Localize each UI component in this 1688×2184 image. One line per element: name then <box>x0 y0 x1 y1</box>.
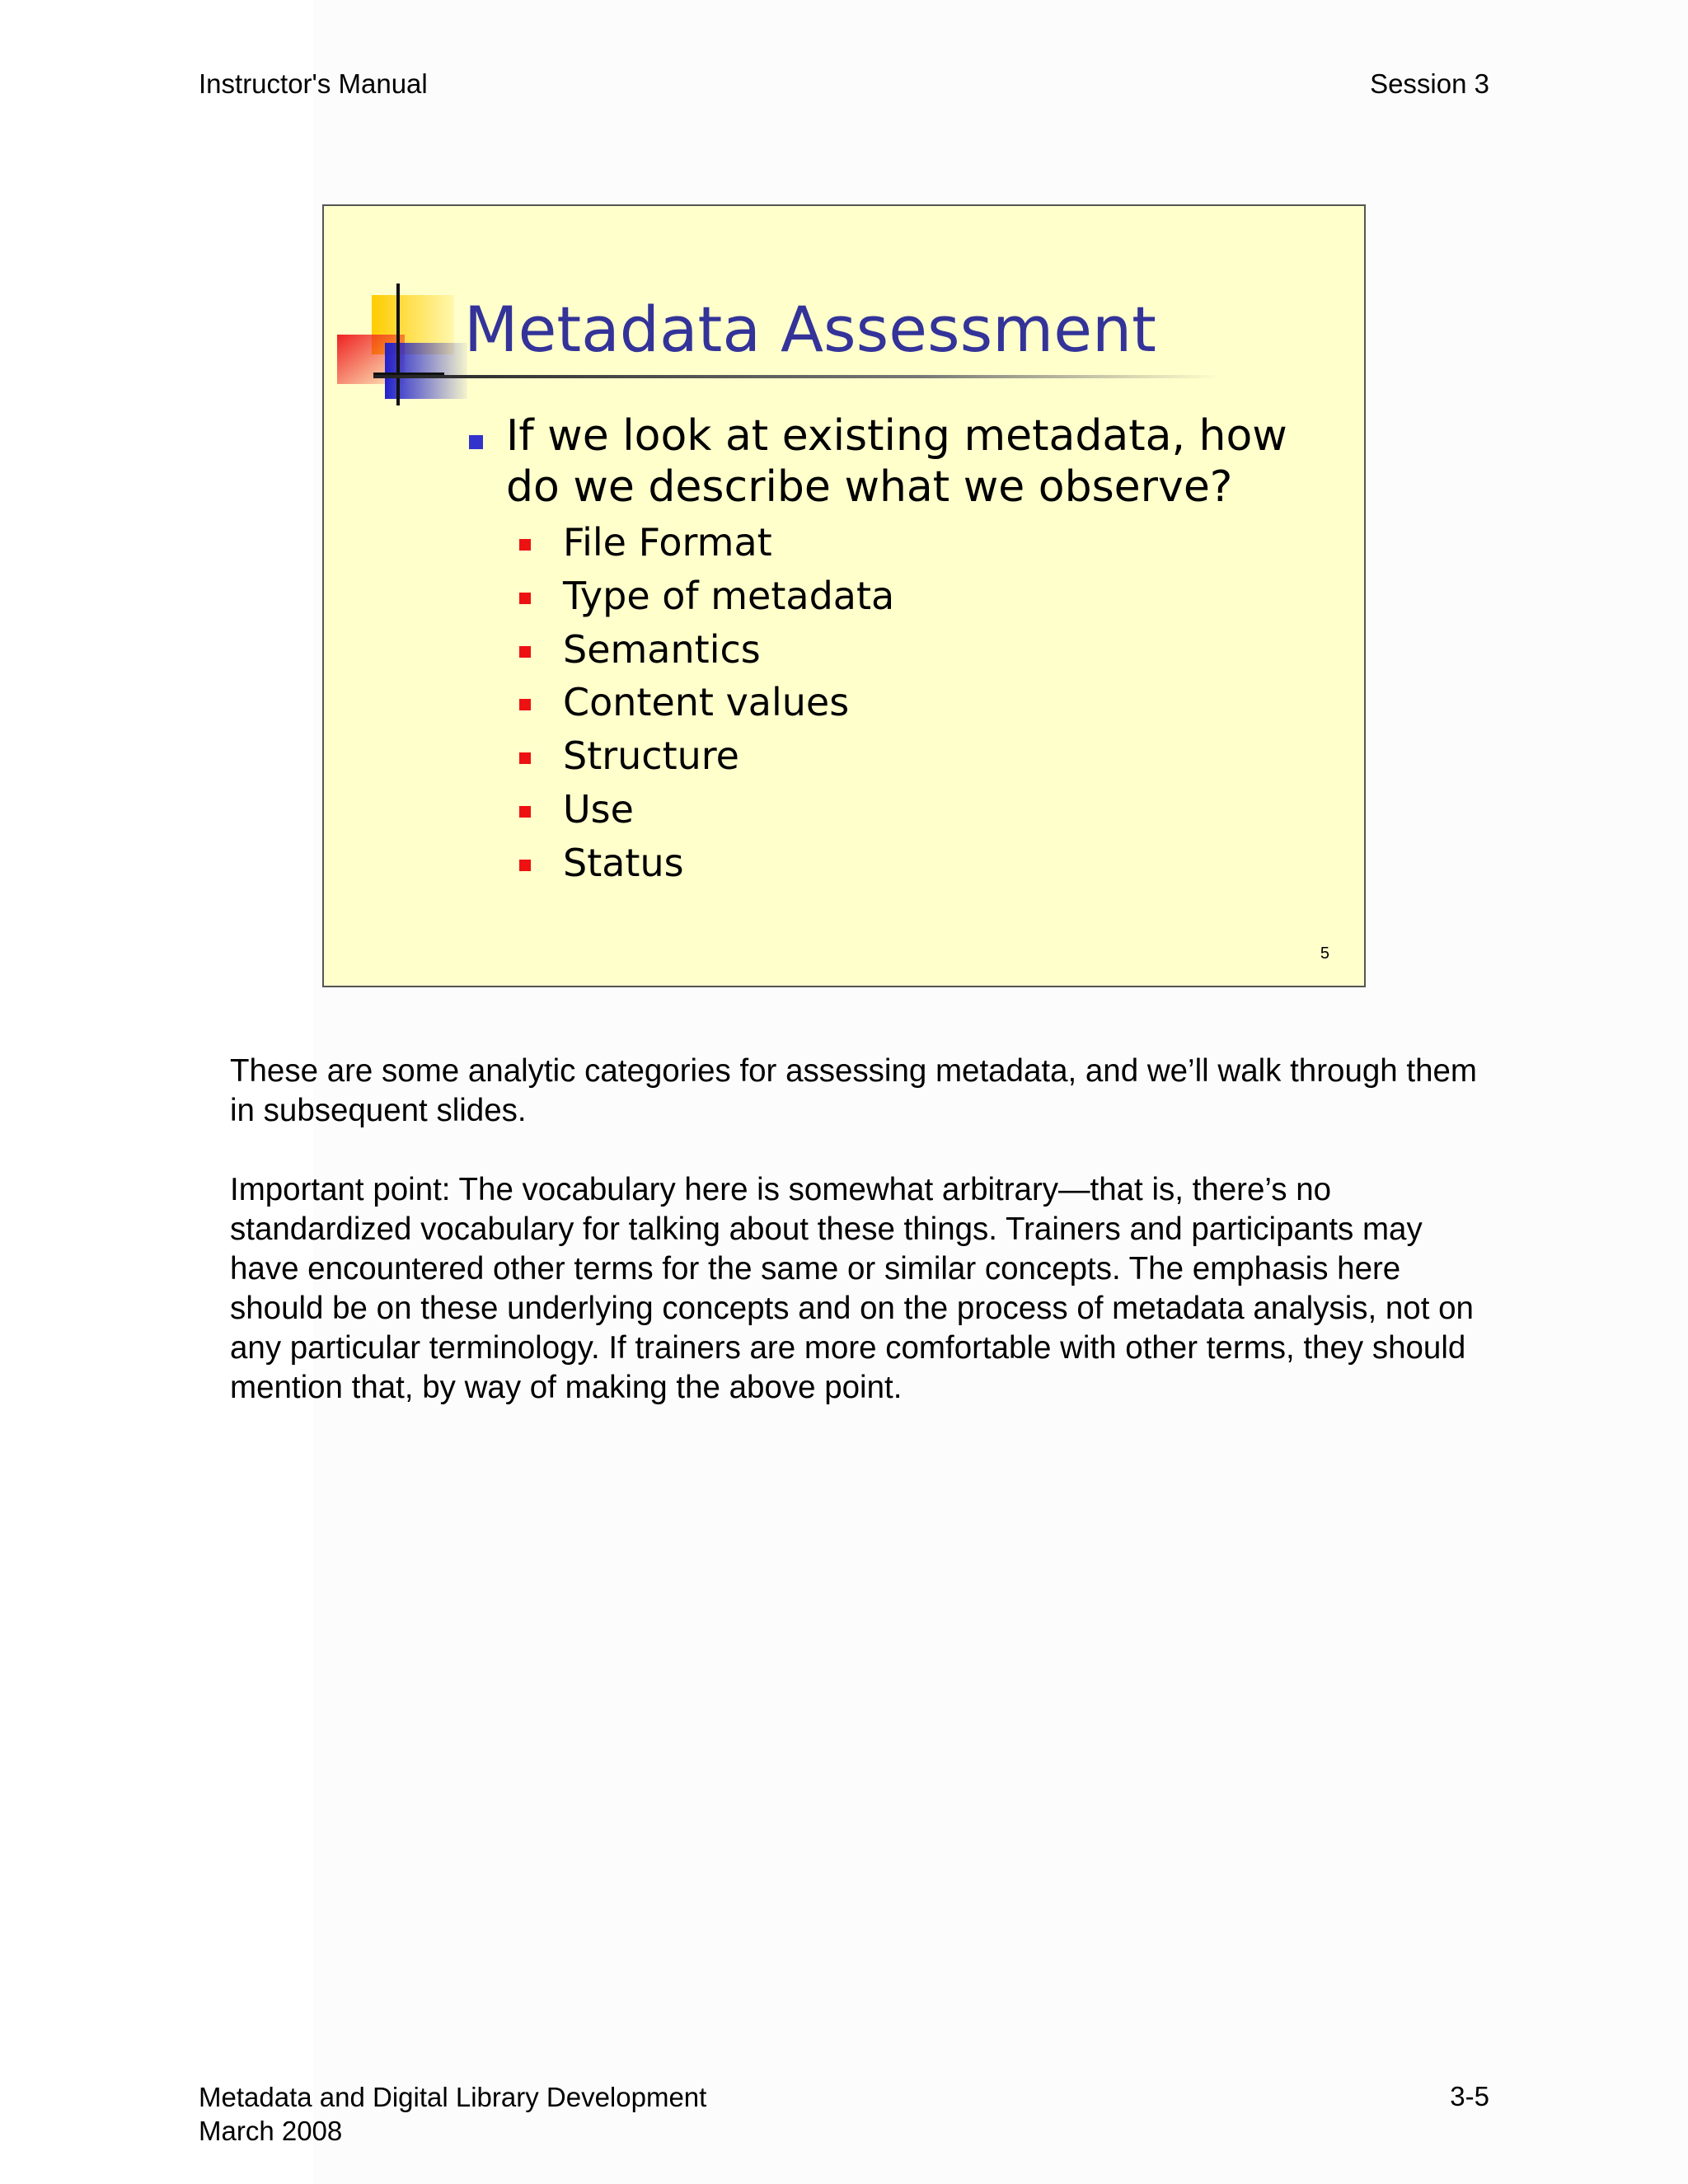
sub-bullet-label: Semantics <box>563 626 761 672</box>
sub-bullet-item <box>519 623 894 677</box>
slide-main-bullet <box>469 410 1334 513</box>
bullet-square-icon <box>519 539 531 551</box>
slide-thumbnail <box>322 204 1366 987</box>
instructor-notes <box>230 1052 1483 1447</box>
sub-bullet-item <box>519 783 894 837</box>
slide-number: 5 <box>1320 944 1329 963</box>
notes-paragraph: These are some analytic categories for assessing metadata, and we’ll walk through them in subsequent slides. <box>230 1053 1477 1128</box>
sub-bullet-item <box>519 729 894 783</box>
main-bullet-text: If we look at existing metadata, how do we describe what we observe? <box>506 411 1287 512</box>
bullet-square-icon <box>469 435 483 449</box>
sub-bullet-label: Use <box>563 786 634 832</box>
slide-title: Metadata Assessment <box>464 293 1156 366</box>
footer-course-title: Metadata and Digital Library Development <box>199 2082 707 2112</box>
sub-bullet-label: Structure <box>563 733 739 779</box>
slide-sub-bullet-list <box>519 516 894 890</box>
notes-paragraph: Important point: The vocabulary here is somewhat arbitrary—that is, there’s no standardized vocabulary for talking about these things. Trainers and participants may have encountered other terms for the same or similar concepts. The emphasis here should be on these underlying concepts and on the process of metadata analysis, not on any particular terminology. If trainers are more comfortable with other terms, they should mention that, by way of making the above point. <box>230 1172 1474 1405</box>
bullet-square-icon <box>519 752 531 764</box>
bullet-square-icon <box>519 699 531 710</box>
sub-bullet-item <box>519 516 894 569</box>
sub-bullet-label: Content values <box>563 680 850 725</box>
header-session: Session 3 <box>1370 68 1489 99</box>
sub-bullet-item <box>519 569 894 623</box>
slide-logo-icon <box>337 284 477 415</box>
bullet-square-icon <box>519 593 531 604</box>
sub-bullet-item <box>519 676 894 729</box>
footer-date: March 2008 <box>199 2116 343 2146</box>
sub-bullet-item <box>519 837 894 890</box>
title-underline <box>373 373 1366 380</box>
bullet-square-icon <box>519 860 531 871</box>
sub-bullet-label: File Format <box>563 520 772 565</box>
sub-bullet-label: Type of metadata <box>563 573 895 618</box>
footer-page-number: 3-5 <box>1450 2081 1489 2111</box>
sub-bullet-label: Status <box>563 840 684 885</box>
bullet-square-icon <box>519 646 531 658</box>
bullet-square-icon <box>519 806 531 818</box>
footer-course-info <box>199 2080 706 2148</box>
header-manual-title: Instructor's Manual <box>199 68 428 99</box>
